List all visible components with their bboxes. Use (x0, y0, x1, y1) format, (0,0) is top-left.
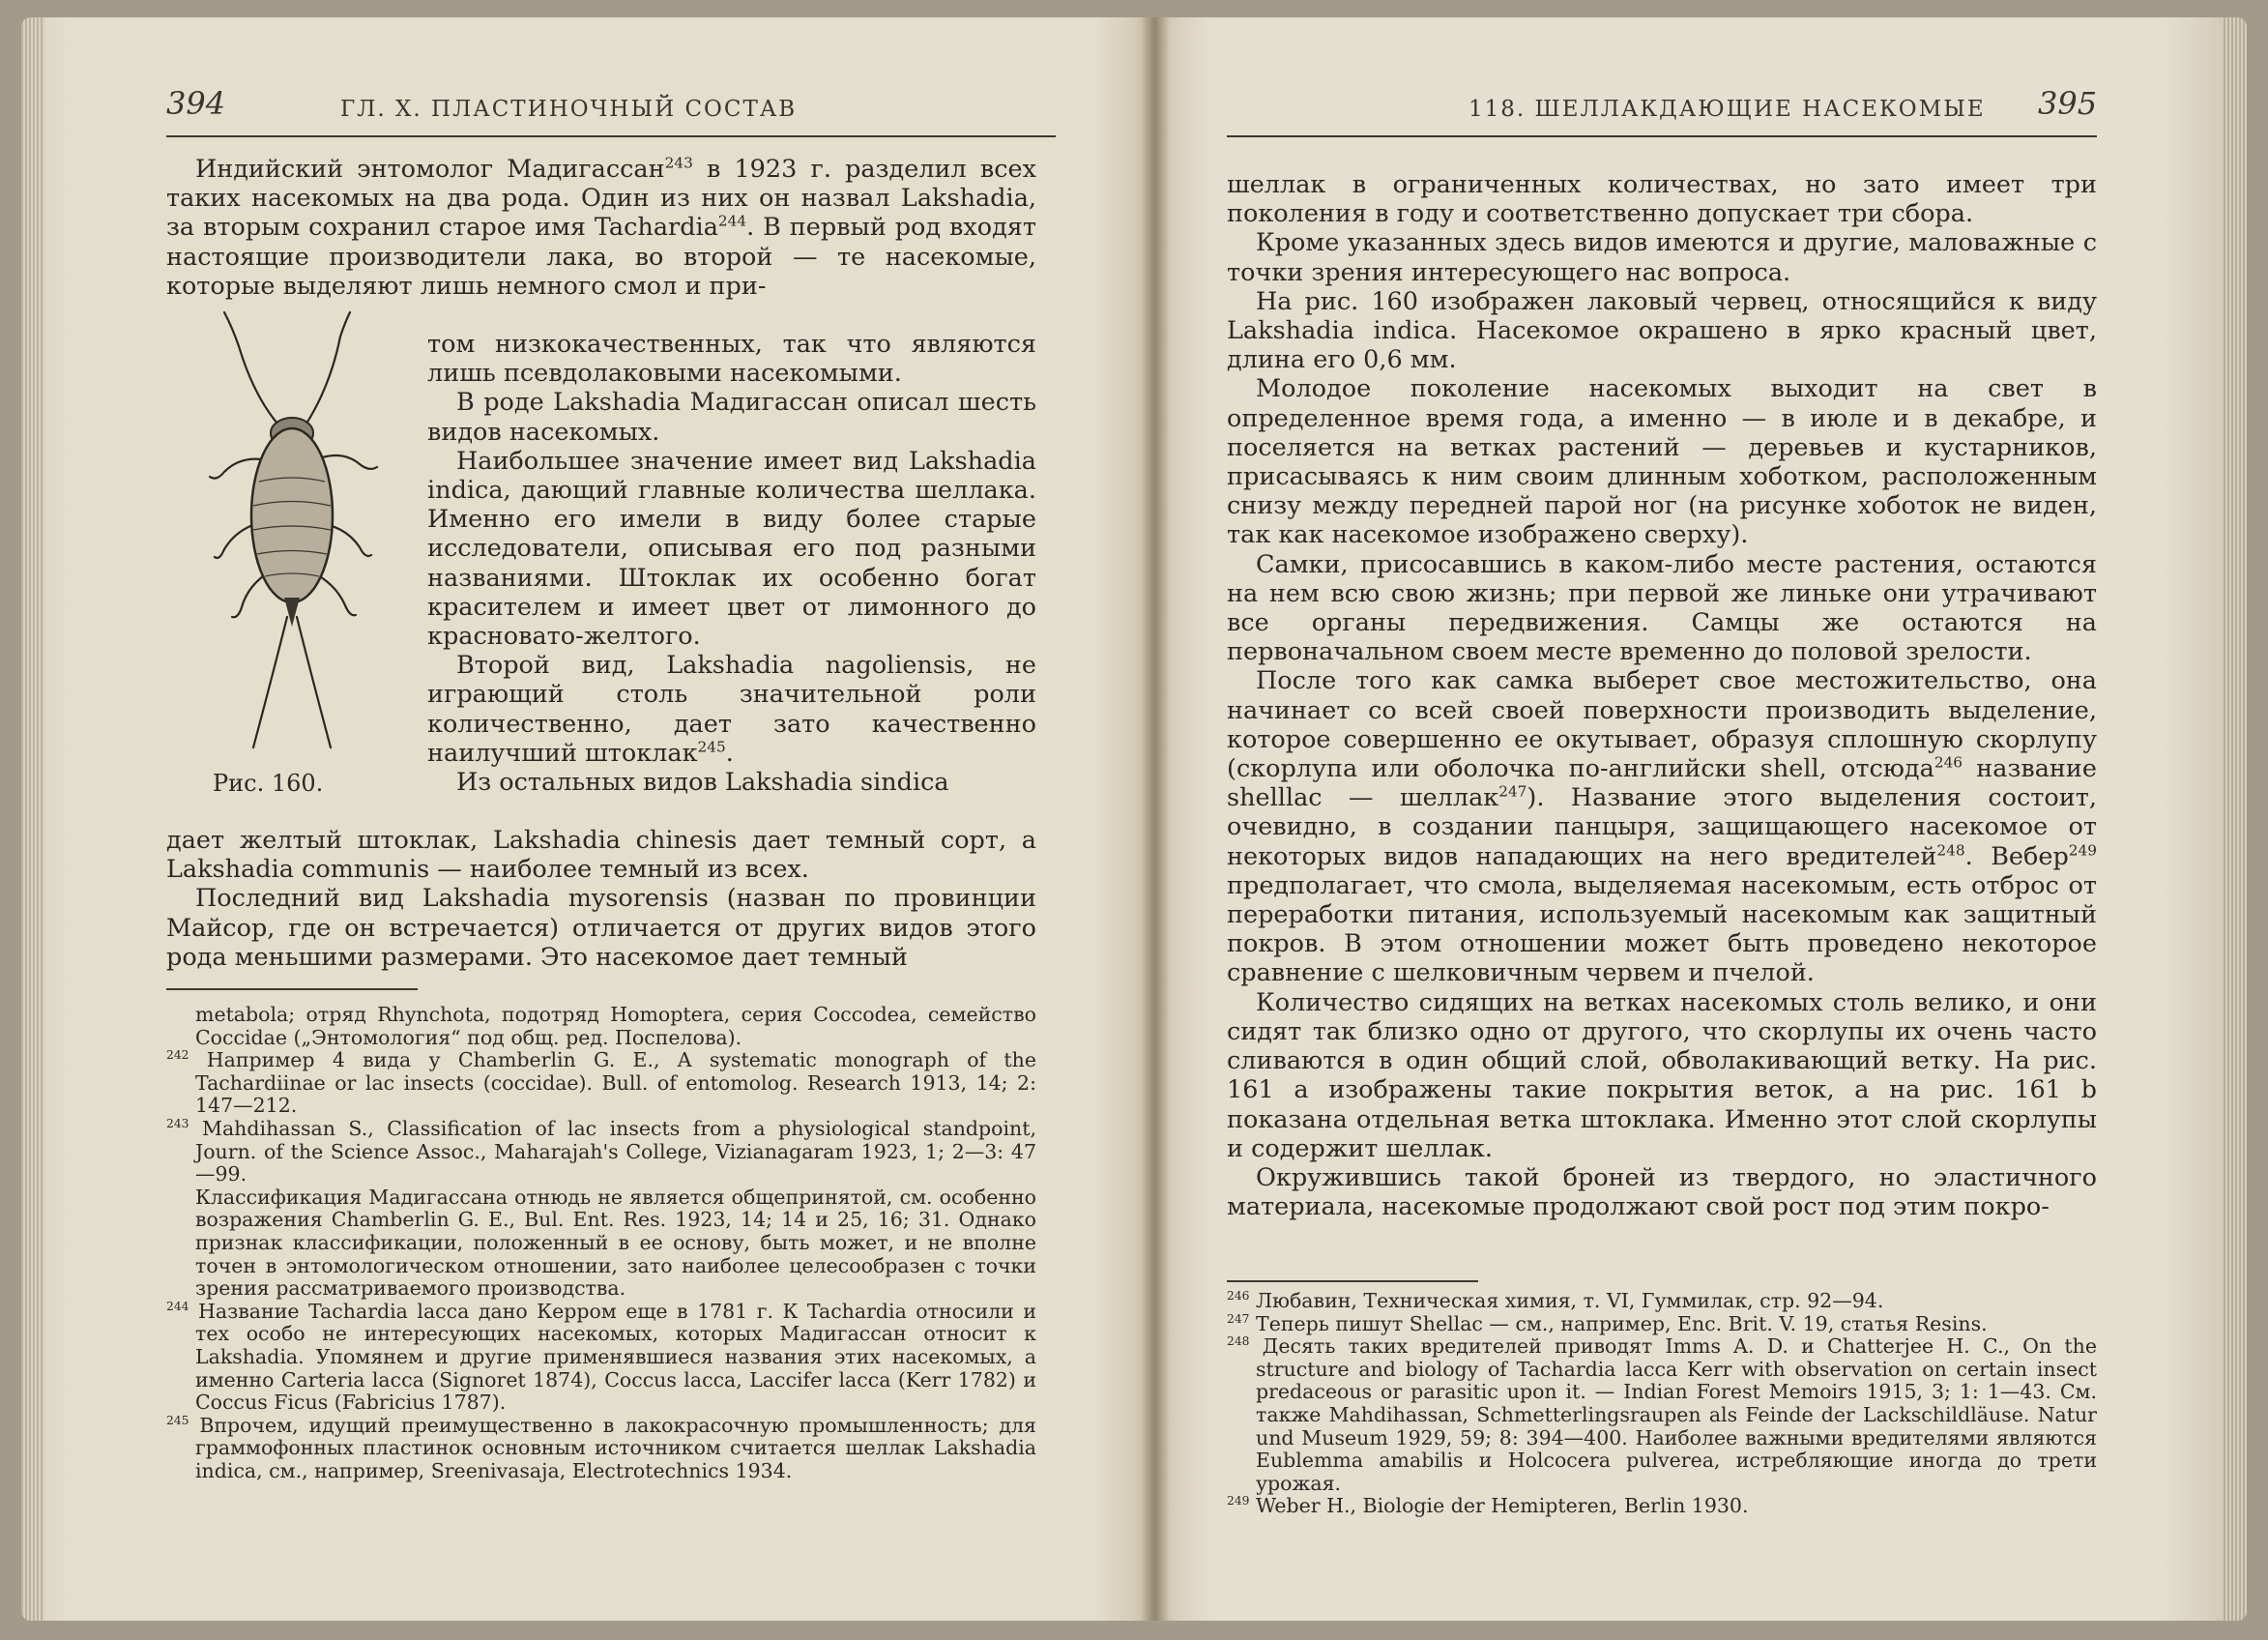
footnote (1227, 1495, 2097, 1518)
footnote-text: Десять таких вредителей приводят Imms A. D. и Chatterjee H. C., On the structure and biology of Tachardia lacca Kerr with observation on certain insect predaceous or parasitic upon it. — Indian Forest Memoirs 1915, 3; 1: 1—43. См. также Mahdihassan, Schmetterlingsraupen als Feinde der Lackschildläuse. Natur und Museum 1929, 59; 8: 394—400. Наиболее важными вредителями являются Eublemma amabilis и Holcocera pulverea, истребляющие иногда до трети урожая. (1256, 1334, 2097, 1495)
paragraph (1227, 170, 2097, 228)
text-run: том низкокачественных, так что являются лишь псевдолаковыми насекомыми. (427, 330, 1036, 389)
text-run: Из остальных видов Lakshadia sindica (456, 768, 949, 798)
footnote-text: Любавин, Техническая химия, т. VI, Гуммилак, стр. 92—94. (1256, 1289, 1884, 1312)
left-page-edges (21, 17, 44, 1621)
footnote-number: 248 (1227, 1334, 1250, 1349)
paragraph (427, 388, 1036, 446)
left-body-bottom (166, 826, 1036, 972)
text-run: На рис. 160 изображен лаковый червец, относящийся к виду Lakshadia indica. Насекомое окрашено в ярко красный цвет, длина его 0,6 мм. (1227, 286, 2097, 375)
footnote (166, 1415, 1036, 1483)
paragraph (1227, 374, 2097, 549)
footnote-number: 242 (166, 1048, 189, 1063)
text-run: Последний вид Lakshadia mysorensis (назван по провинции Майсор, где он встречается) отличается от других видов этого рода меньшими размерами. Это насекомое дает темный (166, 884, 1036, 972)
text-run: Индийский энтомолог Мадигассан (195, 155, 665, 184)
text-run: Наибольшее значение имеет вид Lakshadia indica, дающий главные количества шеллака. Именно его имели в виду более старые исследователи, описывая его под разными названиями. Штоклак их особенно богат красителем и имеет цвет от лимонного до красновато-желтого. (427, 446, 1036, 652)
text-run: Молодое поколение насекомых выходит на свет в определенное время года, а именно — в июле и в декабре, и поселяется на ветках растений — деревьев и кустарников, присасываясь к ним своим длинным хоботком, расположенным снизу между передней парой ног (на рисунке хоботок не виден, так как насекомое изображено сверху). (1227, 374, 2097, 550)
text-run: предполагает, что смола, выделяемая насекомым, есть отброс от переработки питания, используемый насекомым как защитный покров. В этом отношении может быть проведено некоторое сравнение с шелковичным червем и пчелой. (1227, 870, 2097, 988)
footnote-ref: 243 (664, 154, 693, 172)
left-page (21, 17, 1154, 1621)
footnote-text: Mahdihassan S., Classification of lac insects from a physiological standpoint, Journ. of the Science Assoc., Maharajah's College, Vizianagaram 1923, 1; 2—3: 47—99. (195, 1116, 1036, 1186)
text-run: В роде Lakshadia Мадигассан описал шесть видов насекомых. (427, 388, 1036, 447)
footnote-rule-left (166, 988, 418, 990)
left-body-wrap (427, 330, 1036, 797)
footnote-text: Классификация Мадигассана отнюдь не является общепринятой, см. особенно возражения Chamberlin G. E., Bul. Ent. Res. 1923, 14; 14 и 25, 16; 31. Однако признак классификации, положенный в ее основу, быть может, и не вполне точен в энтомологическом отношении, зато наиболее целесообразен с точки зрения рассматриваемого производства. (195, 1185, 1036, 1301)
figure-160-lac-insect (186, 308, 398, 752)
footnote-number: 245 (166, 1413, 189, 1427)
footnote-number: 247 (1227, 1311, 1250, 1326)
footnote-ref: 245 (697, 738, 726, 756)
paragraph (1227, 228, 2097, 286)
running-head-right: 118. ШЕЛЛАКДАЮЩИЕ НАСЕКОМЫЕ (1468, 97, 1986, 122)
paragraph (427, 651, 1036, 768)
text-run: Второй вид, Lakshadia nagoliensis, не играющий столь значительной роли количественно, дает зато качественно наилучший штоклак (427, 651, 1036, 768)
text-run: название shelllac — шеллак (1227, 754, 2097, 813)
text-run: шеллак в ограниченных количествах, но зато имеет три поколения в году и соответственно допускает три сбора. (1227, 170, 2097, 229)
paragraph (166, 884, 1036, 972)
left-body-top (166, 155, 1036, 301)
footnote-ref: 249 (2068, 841, 2097, 860)
footnote-number: 244 (166, 1299, 189, 1313)
paragraph (1227, 287, 2097, 375)
header-rule-left (166, 135, 1056, 137)
footnote-rule-right (1227, 1280, 1478, 1282)
paragraph (166, 155, 1036, 301)
text-run: в 1923 г. разделил всех таких насекомых на два рода. Один из них он назвал Lakshadia, за вторым сохранил старое имя Tachardia (166, 155, 1036, 243)
text-run: ). Название этого выделения состоит, очевидно, в создании панцыря, защищающего насекомое от некоторых видов нападающих на него вредителей (1227, 783, 2097, 871)
footnote-text: metabola; отряд Rhynchota, подотряд Homoptera, серия Coccodea, семейство Coccidae („Энтомология“ под общ. ред. Поспелова). (195, 1003, 1036, 1049)
footnote (166, 1004, 1036, 1049)
footnote (166, 1049, 1036, 1118)
footnote (1227, 1290, 2097, 1313)
paragraph (427, 768, 1036, 797)
book-gutter (1141, 17, 1170, 1621)
right-page-edges (2224, 17, 2247, 1621)
text-run: дает желтый штоклак, Lakshadia chinesis дает темный сорт, a Lakshadia communis — наиболее темный из всех. (166, 826, 1036, 885)
footnote-number: 249 (1227, 1494, 1250, 1508)
footnote-text: Теперь пишут Shellac — см., например, Enc. Brit. V. 19, статья Resins. (1256, 1311, 1988, 1335)
page-number-right: 395 (2038, 85, 2098, 122)
footnote-text: Впрочем, идущий преимущественно в лакокрасочную промышленность; для граммофонных пластинок основным источником считается шеллак Lakshadia indica, см., например, Sreenivasaja, Electrotechnics 1934. (195, 1413, 1036, 1482)
left-footnotes (166, 1004, 1036, 1482)
text-run: После того как самка выберет свое местожительство, она начинает со всей своей поверхности производить выделение, которое совершенно ее окутывает, образуя сплошную скорлупу (скорлупа или оболочка по-английски shell, отсюда (1227, 666, 2097, 784)
page-number-left: 394 (166, 85, 226, 122)
right-body (1227, 170, 2097, 1221)
footnote-number: 243 (166, 1117, 189, 1131)
figure-caption: Рис. 160. (213, 770, 324, 797)
footnote (1227, 1335, 2097, 1495)
footnote-text: Например 4 вида у Chamberlin G. E., A systematic monograph of the Tachardiinae or lac insects (coccidae). Bull. of entomolog. Research 1913, 14; 2: 147—212. (195, 1048, 1036, 1118)
header-rule-right (1227, 135, 2097, 137)
footnote-ref: 244 (717, 212, 747, 230)
right-footnotes (1227, 1290, 2097, 1518)
text-run: Кроме указанных здесь видов имеются и другие, маловажные с точки зрения интересующего нас вопроса. (1227, 228, 2097, 287)
footnote (1227, 1313, 2097, 1336)
footnote (166, 1118, 1036, 1186)
footnote (166, 1186, 1036, 1301)
footnote-number: 246 (1227, 1289, 1250, 1303)
footnote (166, 1301, 1036, 1415)
paragraph (166, 826, 1036, 884)
paragraph (427, 447, 1036, 651)
text-run: Самки, присосавшись в каком-либо месте растения, остаются на нем всю свою жизнь; при первой же линьке они утрачивают все органы передвижения. Самцы же остаются на первоначальном своем месте временно до половой зрелости. (1227, 549, 2097, 667)
paragraph (1227, 666, 2097, 987)
text-run: Окружившись такой броней из твердого, но эластичного материала, насекомые продолжают свой рост под этим покро- (1227, 1162, 2097, 1222)
running-head-left: ГЛ. X. ПЛАСТИНОЧНЫЙ СОСТАВ (340, 97, 798, 122)
footnote-text: Weber H., Biologie der Hemipteren, Berlin 1930. (1256, 1494, 1749, 1518)
text-run: . (725, 738, 734, 768)
paragraph (427, 330, 1036, 388)
footnote-text: Название Tachardia lacca дано Керром еще в 1781 г. К Tachardia относили и тех особо не интересующих насекомых, которых Мадигассан относит к Lakshadia. Упомянем и другие применявшиеся названия этих насекомых, а именно Carteria lacca (Signoret 1874), Coccus lacca, Laccifer lacca (Kerr 1782) и Coccus Ficus (Fabricius 1787). (195, 1299, 1036, 1415)
text-run: Количество сидящих на ветках насекомых столь велико, и они сидят так близко одно от другого, что скорлупы их очень часто сливаются в один общий слой, обволакивающий ветку. На рис. 161 a изображены такие покрытия веток, а на рис. 161 b показана отдельная ветка штоклака. Именно этот слой скорлупы и содержит шеллак. (1227, 987, 2097, 1163)
paragraph (1227, 988, 2097, 1163)
paragraph (1227, 550, 2097, 667)
footnote-ref: 248 (1936, 841, 1965, 860)
right-page (1154, 17, 2247, 1621)
footnote-ref: 247 (1498, 782, 1527, 801)
text-run: . Вебер (1964, 841, 2069, 871)
text-run: . В первый род входят настоящие производители лака, во второй — те насекомые, которые выделяют лишь немного смол и при- (166, 213, 1036, 301)
paragraph (1227, 1163, 2097, 1221)
footnote-ref: 246 (1934, 753, 1963, 772)
